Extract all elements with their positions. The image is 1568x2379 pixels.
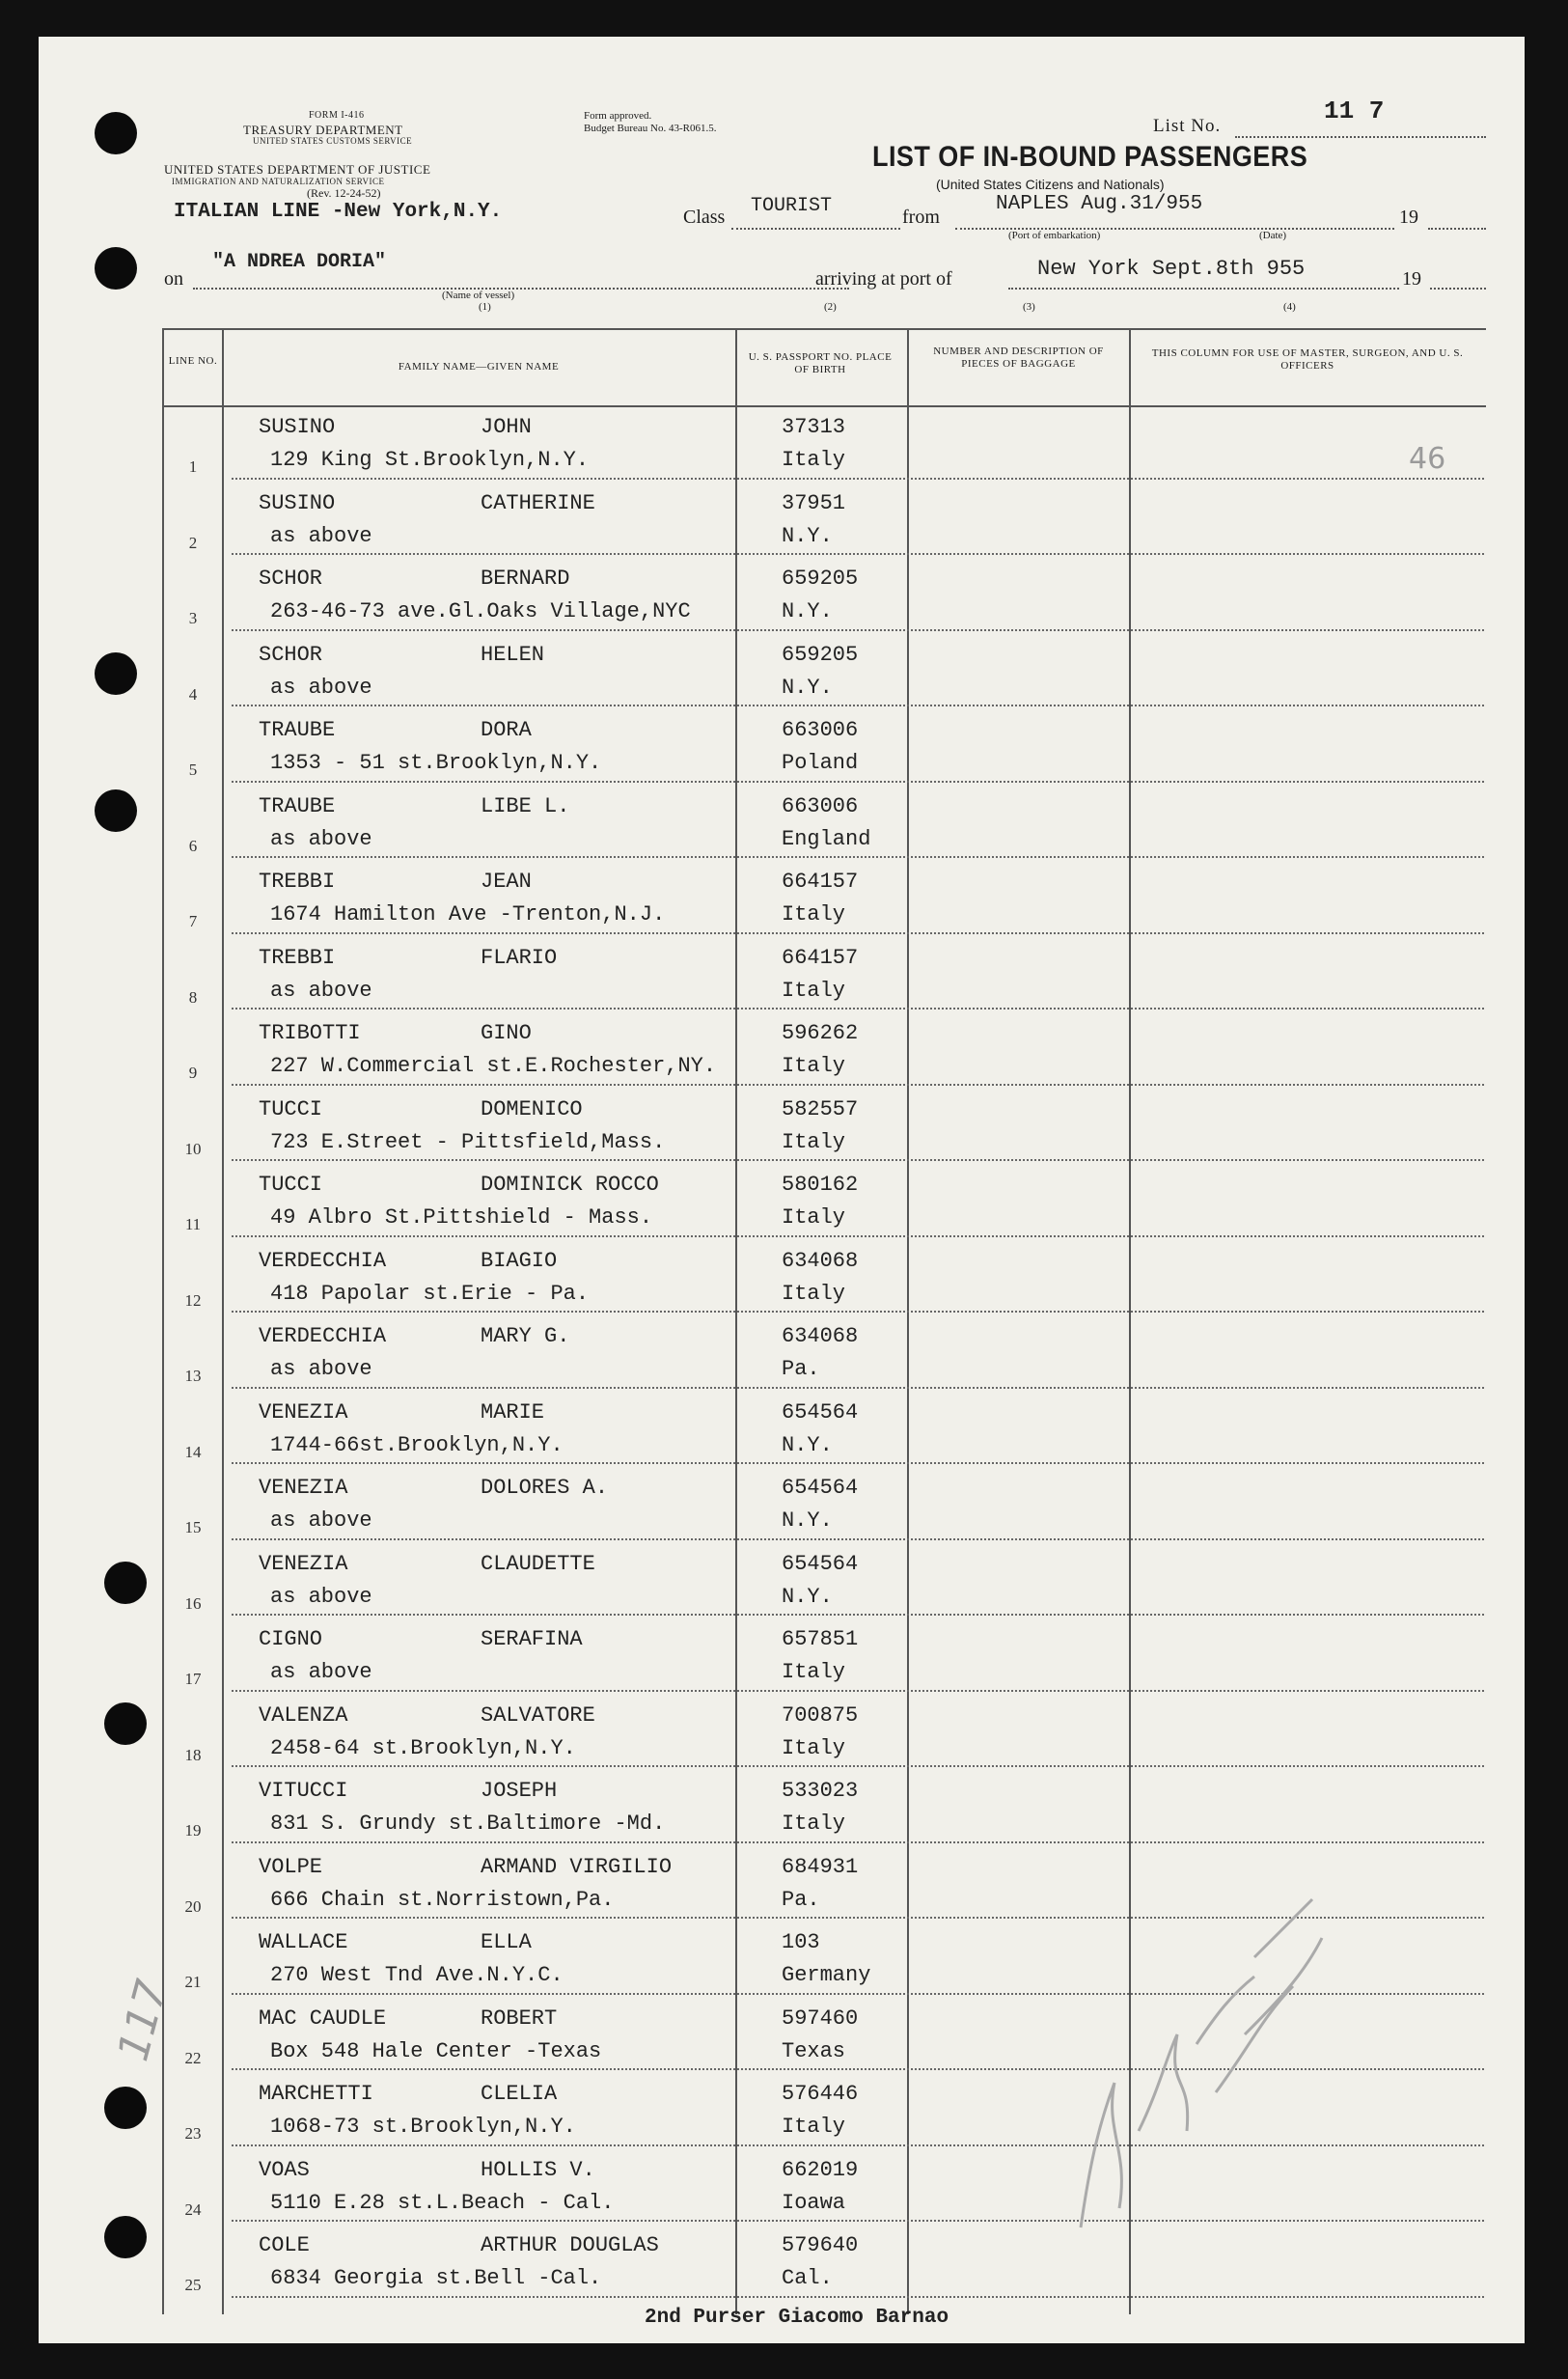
port-of-embarkation: NAPLES Aug.31/955 (996, 193, 1203, 215)
passenger-family-name: SUSINO (259, 415, 336, 439)
passport-number: 654564 (782, 1399, 859, 1425)
passport-number: 654564 (782, 1476, 859, 1500)
passport-number: 664157 (782, 870, 859, 894)
passport-number: 533023 (782, 1779, 859, 1803)
passenger-address: 270 West Tnd Ave.N.Y.C. (270, 1963, 564, 1987)
row-divider (232, 1765, 1484, 1767)
arrival-port-date: New York Sept.8th 955 (1037, 257, 1306, 281)
line-number: 11 (184, 1215, 202, 1233)
passenger-family-name: VENEZIA (259, 1399, 348, 1425)
row-divider (232, 2296, 1484, 2298)
line-number: 3 (188, 609, 198, 627)
passport-number: 596262 (782, 1021, 859, 1045)
passenger-given-name: BIAGIO (481, 1248, 558, 1273)
col-header-passport: U. S. PASSPORT NO. PLACE OF BIRTH (748, 351, 893, 375)
passenger-family-name: TUCCI (259, 1173, 323, 1197)
passport-number: 700875 (782, 1702, 859, 1728)
caption-1: (1) (479, 301, 491, 313)
line-number: 15 (184, 1518, 202, 1536)
passenger-family-name: VERDECCHIA (259, 1324, 387, 1348)
purser-signature: 2nd Purser Giacomo Barnao (645, 2307, 949, 2329)
passenger-address: as above (270, 523, 372, 548)
passenger-given-name: CATHERINE (481, 490, 595, 515)
row-divider (232, 629, 1484, 631)
passenger-family-name: VENEZIA (259, 1476, 348, 1500)
line-number: 12 (184, 1290, 202, 1310)
place-of-birth: Cal. (782, 2266, 833, 2290)
place-of-birth: Texas (782, 2038, 846, 2063)
passport-number: 576446 (782, 2082, 859, 2106)
passport-number: 580162 (782, 1173, 859, 1197)
on-label: on (164, 268, 183, 290)
passenger-address: 2458-64 st.Brooklyn,N.Y. (270, 1735, 576, 1760)
passport-number: 634068 (782, 1248, 859, 1273)
row-divider (232, 478, 1484, 480)
class-value: TOURIST (751, 195, 833, 217)
form-approved: Form approved. (584, 110, 652, 122)
margin-number: 46 (1409, 442, 1446, 476)
row-divider (232, 553, 1484, 555)
place-of-birth: England (782, 826, 871, 851)
row-divider (232, 705, 1484, 706)
passenger-given-name: JEAN (481, 870, 532, 894)
row-divider (232, 932, 1484, 934)
passport-number: 103 (782, 1930, 820, 1954)
passenger-address: as above (270, 675, 372, 700)
passenger-address: 6834 Georgia st.Bell -Cal. (270, 2266, 602, 2290)
place-of-birth: Italy (782, 1735, 846, 1760)
place-of-birth: N.Y. (782, 1432, 833, 1457)
document-title: LIST OF IN-BOUND PASSENGERS (872, 141, 1308, 173)
passenger-given-name: MARY G. (481, 1324, 570, 1348)
place-of-birth: Italy (782, 1660, 846, 1684)
passenger-family-name: TRAUBE (259, 793, 336, 818)
passenger-given-name: CLAUDETTE (481, 1551, 595, 1576)
passenger-given-name: ARMAND VIRGILIO (481, 1854, 673, 1879)
passenger-address: 263-46-73 ave.Gl.Oaks Village,NYC (270, 599, 691, 623)
passenger-family-name: TRAUBE (259, 718, 336, 742)
passport-number: 634068 (782, 1324, 859, 1348)
passenger-address: 666 Chain st.Norristown,Pa. (270, 1887, 615, 1912)
passenger-given-name: FLARIO (481, 945, 558, 970)
line-number: 16 (184, 1593, 202, 1613)
line-number: 10 (184, 1139, 202, 1158)
line-number: 14 (184, 1442, 202, 1461)
row-divider (232, 1462, 1484, 1464)
passenger-given-name: JOSEPH (481, 1779, 558, 1803)
passenger-address: 227 W.Commercial st.E.Rochester,NY. (270, 1054, 717, 1078)
row-divider (232, 1387, 1484, 1389)
passport-number: 659205 (782, 567, 859, 591)
row-divider (232, 1690, 1484, 1692)
passport-number: 654564 (782, 1551, 859, 1576)
passenger-family-name: CIGNO (259, 1627, 323, 1651)
passenger-given-name: ROBERT (481, 2006, 558, 2031)
passenger-family-name: MAC CAUDLE (259, 2006, 387, 2031)
passenger-given-name: CLELIA (481, 2082, 558, 2106)
place-of-birth: Pa. (782, 1887, 820, 1912)
passenger-family-name: VERDECCHIA (259, 1248, 387, 1273)
line-number: 22 (184, 2048, 202, 2067)
passenger-address: 5110 E.28 st.L.Beach - Cal. (270, 2190, 615, 2215)
revision-date: (Rev. 12-24-52) (307, 186, 381, 200)
place-of-birth: N.Y. (782, 599, 833, 623)
line-number: 2 (188, 533, 198, 552)
passenger-family-name: SCHOR (259, 642, 323, 667)
passenger-given-name: ARTHUR DOUGLAS (481, 2233, 659, 2257)
line-number: 17 (184, 1670, 202, 1688)
caption-3: (3) (1023, 301, 1035, 313)
row-divider (232, 1084, 1484, 1086)
line-number: 19 (184, 1821, 202, 1840)
passenger-family-name: VALENZA (259, 1702, 348, 1728)
passenger-family-name: VENEZIA (259, 1551, 348, 1576)
line-number: 7 (188, 912, 198, 930)
row-divider (232, 1159, 1484, 1161)
passenger-given-name: SERAFINA (481, 1627, 583, 1651)
place-of-birth: Italy (782, 1281, 846, 1306)
line-number: 5 (188, 761, 198, 779)
passenger-family-name: TUCCI (259, 1096, 323, 1121)
punch-hole (95, 789, 137, 832)
immigration-service: IMMIGRATION AND NATURALIZATION SERVICE (172, 177, 385, 186)
passenger-address: 418 Papolar st.Erie - Pa. (270, 1281, 590, 1306)
passenger-address: 1068-73 st.Brooklyn,N.Y. (270, 2115, 576, 2139)
passenger-given-name: LIBE L. (481, 793, 570, 818)
place-of-birth: Italy (782, 1129, 846, 1154)
passenger-address: 49 Albro St.Pittshield - Mass. (270, 1205, 653, 1230)
passenger-given-name: DOLORES A. (481, 1476, 609, 1500)
vessel-caption: (Name of vessel) (442, 290, 515, 301)
passenger-address: 1674 Hamilton Ave -Trenton,N.J. (270, 902, 666, 927)
left-margin-note: 117 (108, 1975, 178, 2066)
passenger-given-name: MARIE (481, 1399, 545, 1425)
col-header-line-no: LINE NO. (168, 355, 218, 367)
passenger-address: 723 E.Street - Pittsfield,Mass. (270, 1129, 666, 1154)
passenger-address: as above (270, 978, 372, 1003)
passport-number: 659205 (782, 642, 859, 667)
passenger-address: 129 King St.Brooklyn,N.Y. (270, 448, 590, 472)
col-header-baggage: NUMBER AND DESCRIPTION OF PIECES OF BAGGAGE (933, 346, 1104, 370)
passenger-given-name: BERNARD (481, 567, 570, 591)
shipping-line: ITALIAN LINE -New York,N.Y. (174, 201, 503, 223)
year-label: 19 (1399, 207, 1418, 228)
place-of-birth: N.Y. (782, 1584, 833, 1609)
col-header-officers: THIS COLUMN FOR USE OF MASTER, SURGEON, AND U. S. OFFICERS (1151, 347, 1464, 372)
caption-2: (2) (824, 301, 837, 313)
manifest-sheet (39, 37, 1525, 2343)
row-divider (232, 1235, 1484, 1237)
punch-hole (104, 1702, 147, 1745)
place-of-birth: N.Y. (782, 523, 833, 548)
place-of-birth: N.Y. (782, 675, 833, 700)
passenger-given-name: HELEN (481, 642, 545, 667)
passenger-family-name: TRIBOTTI (259, 1021, 361, 1045)
passenger-family-name: COLE (259, 2233, 310, 2257)
passenger-given-name: ELLA (481, 1930, 532, 1954)
passenger-given-name: SALVATORE (481, 1702, 595, 1728)
line-number: 25 (184, 2276, 202, 2294)
passport-number: 37951 (782, 490, 846, 515)
passport-number: 684931 (782, 1854, 859, 1879)
place-of-birth: Italy (782, 1812, 846, 1836)
line-number: 8 (188, 987, 198, 1007)
port-caption: (Port of embarkation) (1008, 230, 1101, 241)
passenger-family-name: VOLPE (259, 1854, 323, 1879)
place-of-birth: Italy (782, 978, 846, 1003)
passport-number: 597460 (782, 2006, 859, 2031)
passport-number: 579640 (782, 2233, 859, 2257)
passenger-address: Box 548 Hale Center -Texas (270, 2038, 602, 2063)
from-label: from (902, 207, 940, 228)
row-divider (232, 856, 1484, 858)
passenger-family-name: VITUCCI (259, 1779, 348, 1803)
punch-hole (95, 247, 137, 290)
passenger-given-name: HOLLIS V. (481, 2157, 595, 2182)
place-of-birth: Pa. (782, 1357, 820, 1381)
punch-hole (104, 2087, 147, 2129)
passenger-family-name: SUSINO (259, 490, 336, 515)
row-divider (232, 1614, 1484, 1616)
place-of-birth: Italy (782, 1205, 846, 1230)
passenger-given-name: DOMINICK ROCCO (481, 1173, 659, 1197)
passenger-given-name: DORA (481, 718, 532, 742)
arriving-label: arriving at port of (815, 268, 952, 290)
passport-number: 664157 (782, 945, 859, 970)
punch-hole (104, 1562, 147, 1604)
passenger-family-name: TREBBI (259, 945, 336, 970)
budget-bureau: Budget Bureau No. 43-R061.5. (584, 123, 717, 134)
caption-4: (4) (1283, 301, 1296, 313)
date-caption: (Date) (1259, 230, 1287, 241)
passenger-given-name: JOHN (481, 415, 532, 439)
treasury-department: TREASURY DEPARTMENT (243, 123, 403, 137)
passport-number: 662019 (782, 2157, 859, 2182)
passenger-family-name: SCHOR (259, 567, 323, 591)
officer-signature-scribble (1023, 1841, 1409, 2266)
passenger-family-name: MARCHETTI (259, 2082, 373, 2106)
passenger-address: as above (270, 1584, 372, 1609)
passport-number: 663006 (782, 793, 859, 818)
punch-hole (95, 112, 137, 154)
place-of-birth: Italy (782, 902, 846, 927)
line-number: 9 (188, 1064, 198, 1082)
class-label: Class (683, 207, 726, 228)
place-of-birth: Poland (782, 751, 859, 775)
place-of-birth: N.Y. (782, 1508, 833, 1533)
list-number: 11 7 (1324, 97, 1385, 125)
passenger-given-name: DOMENICO (481, 1096, 583, 1121)
list-no-label: List No. (1153, 116, 1222, 136)
line-number: 24 (184, 2199, 202, 2219)
customs-service: UNITED STATES CUSTOMS SERVICE (253, 136, 413, 146)
vessel-name: "A NDREA DORIA" (212, 251, 387, 273)
passenger-family-name: WALLACE (259, 1930, 348, 1954)
row-divider (232, 1538, 1484, 1540)
passenger-family-name: VOAS (259, 2157, 310, 2182)
passport-number: 663006 (782, 718, 859, 742)
form-number: FORM I-416 (309, 110, 365, 121)
line-number: 18 (184, 1745, 202, 1764)
passenger-address: as above (270, 1357, 372, 1381)
passenger-address: 831 S. Grundy st.Baltimore -Md. (270, 1812, 666, 1836)
passport-number: 582557 (782, 1096, 859, 1121)
document-subtitle: (United States Citizens and Nationals) (936, 177, 1165, 192)
place-of-birth: Italy (782, 448, 846, 472)
line-number: 4 (188, 684, 198, 704)
punch-hole (95, 652, 137, 695)
line-number: 23 (184, 2124, 202, 2143)
row-divider (232, 781, 1484, 783)
justice-department: UNITED STATES DEPARTMENT OF JUSTICE (164, 162, 431, 177)
passport-number: 37313 (782, 415, 846, 439)
col-header-name: FAMILY NAME—GIVEN NAME (398, 361, 560, 373)
place-of-birth: Ioawa (782, 2190, 846, 2215)
line-number: 20 (184, 1896, 202, 1916)
punch-hole (104, 2216, 147, 2258)
line-number: 6 (188, 836, 198, 855)
passenger-given-name: GINO (481, 1021, 532, 1045)
line-number: 21 (184, 1973, 202, 1991)
line-number: 1 (188, 457, 198, 476)
row-divider (232, 1311, 1484, 1313)
line-number: 13 (184, 1367, 202, 1385)
place-of-birth: Germany (782, 1963, 871, 1987)
place-of-birth: Italy (782, 2115, 846, 2139)
passenger-address: 1744-66st.Brooklyn,N.Y. (270, 1432, 564, 1457)
passenger-address: as above (270, 1660, 372, 1684)
passenger-address: 1353 - 51 st.Brooklyn,N.Y. (270, 751, 602, 775)
place-of-birth: Italy (782, 1054, 846, 1078)
passenger-family-name: TREBBI (259, 870, 336, 894)
arrival-year-label: 19 (1402, 268, 1421, 290)
passenger-address: as above (270, 826, 372, 851)
passenger-address: as above (270, 1508, 372, 1533)
passport-number: 657851 (782, 1627, 859, 1651)
row-divider (232, 1008, 1484, 1010)
